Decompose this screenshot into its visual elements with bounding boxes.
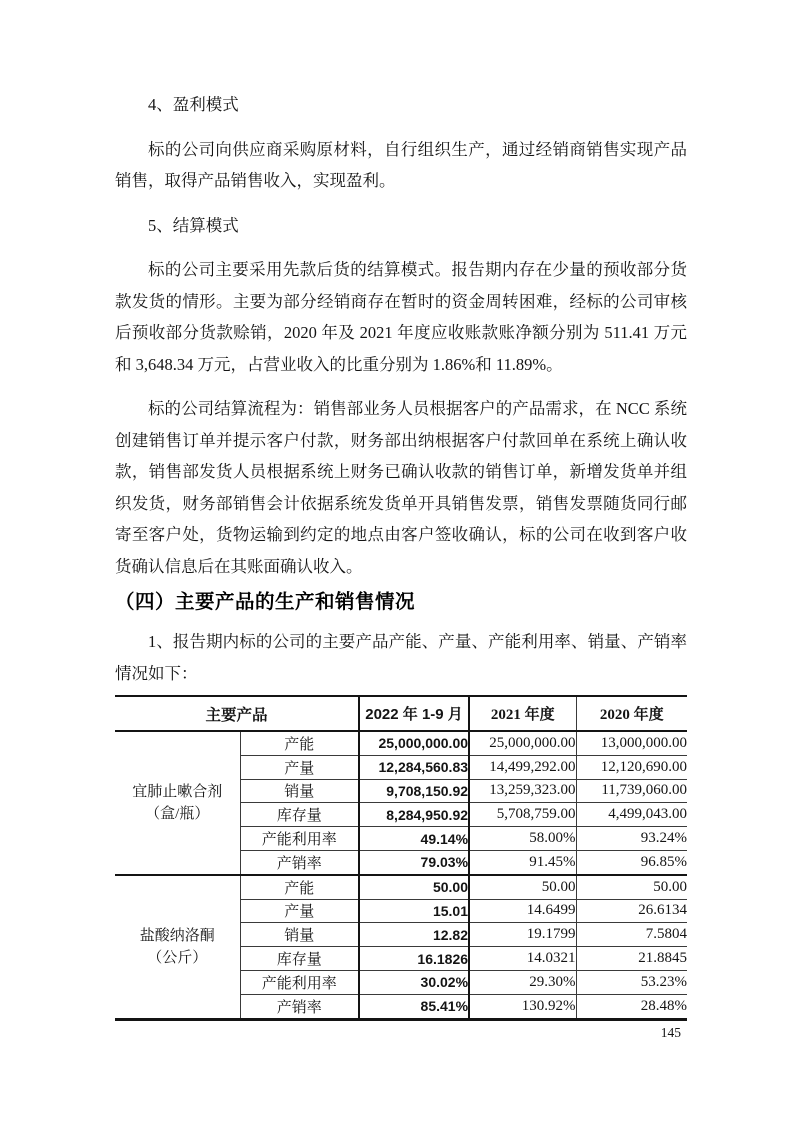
paragraph-settlement-overview: 标的公司主要采用先款后货的结算模式。报告期内存在少量的预收部分货款发货的情形。主要为部分经销商存在暂时的资金周转困难，经标的公司审核后预收部分货款赊销，2020 年及 2021 年度应收账款账净额分别为 511.41 万元和 3,648.34 万元，占营业收入的比重分别为 1.86%和 11.89%。 (115, 260, 687, 374)
value-2021-cell: 91.45% (469, 850, 576, 874)
value-2022-cell: 12.82 (359, 923, 469, 947)
product-name-cell (115, 875, 240, 1019)
value-2021-cell: 58.00% (469, 827, 576, 851)
metric-label-cell: 产量 (240, 755, 359, 779)
table-header-row (115, 696, 687, 731)
section-heading-production-sales: （四）主要产品的生产和销售情况 (115, 591, 416, 613)
value-2022-cell: 9,708,150.92 (359, 779, 469, 803)
value-2022-cell: 30.02% (359, 970, 469, 994)
value-2021-cell: 130.92% (469, 994, 576, 1019)
value-2022-cell: 12,284,560.83 (359, 755, 469, 779)
value-2021-cell: 13,259,323.00 (469, 779, 576, 803)
value-2022-cell: 50.00 (359, 875, 469, 899)
value-2021-cell: 5,708,759.00 (469, 803, 576, 827)
column-header-2022: 2022 年 1-9 月 (359, 696, 469, 731)
column-header-product: 主要产品 (115, 696, 359, 731)
metric-label-cell: 产销率 (240, 994, 359, 1019)
page-number: 145 (660, 1024, 681, 1040)
value-2020-cell: 21.8845 (576, 947, 687, 971)
product-name: 盐酸纳洛酮 (139, 927, 215, 944)
value-2020-cell: 53.23% (576, 970, 687, 994)
value-2021-cell: 14.0321 (469, 947, 576, 971)
value-2020-cell: 26.6134 (576, 899, 687, 923)
metric-label-cell: 库存量 (240, 803, 359, 827)
column-header-2021: 2021 年度 (469, 696, 576, 731)
product-name-cell (115, 731, 240, 875)
page-content (115, 0, 687, 1041)
value-2020-cell: 11,739,060.00 (576, 779, 687, 803)
product-name: 宜肺止嗽合剂 (132, 783, 223, 800)
value-2020-cell: 13,000,000.00 (576, 731, 687, 755)
value-2020-cell: 12,120,690.00 (576, 755, 687, 779)
product-unit: （公斤） (147, 949, 208, 966)
value-2022-cell: 79.03% (359, 850, 469, 874)
value-2020-cell: 4,499,043.00 (576, 803, 687, 827)
value-2022-cell: 16.1826 (359, 947, 469, 971)
metric-label-cell: 销量 (240, 779, 359, 803)
table-row (115, 731, 687, 755)
value-2021-cell: 50.00 (469, 875, 576, 899)
table-row (115, 875, 687, 899)
paragraph-table-intro: 1、报告期内标的公司的主要产品产能、产量、产能利用率、销量、产销率情况如下： (115, 632, 687, 683)
product-unit: （盒/瓶） (145, 805, 210, 822)
metric-label-cell: 产能 (240, 731, 359, 755)
metric-label-cell: 库存量 (240, 947, 359, 971)
metric-label-cell: 产销率 (240, 850, 359, 874)
value-2020-cell: 96.85% (576, 850, 687, 874)
paragraph-profit-model: 标的公司向供应商采购原材料，自行组织生产，通过经销商销售实现产品销售，取得产品销售收入，实现盈利。 (115, 139, 687, 190)
value-2020-cell: 50.00 (576, 875, 687, 899)
metric-label-cell: 产能 (240, 875, 359, 899)
value-2022-cell: 15.01 (359, 899, 469, 923)
value-2022-cell: 85.41% (359, 994, 469, 1019)
value-2022-cell: 8,284,950.92 (359, 803, 469, 827)
value-2020-cell: 7.5804 (576, 923, 687, 947)
value-2022-cell: 49.14% (359, 827, 469, 851)
metric-label-cell: 产能利用率 (240, 827, 359, 851)
column-header-2020: 2020 年度 (576, 696, 687, 731)
value-2020-cell: 28.48% (576, 994, 687, 1019)
metric-label-cell: 销量 (240, 923, 359, 947)
value-2021-cell: 29.30% (469, 970, 576, 994)
metric-label-cell: 产能利用率 (240, 970, 359, 994)
value-2021-cell: 25,000,000.00 (469, 731, 576, 755)
value-2021-cell: 19.1799 (469, 923, 576, 947)
value-2021-cell: 14.6499 (469, 899, 576, 923)
metric-label-cell: 产量 (240, 899, 359, 923)
paragraph-settlement-process: 标的公司结算流程为：销售部业务人员根据客户的产品需求，在 NCC 系统创建销售订单并提示客户付款，财务部出纳根据客户付款回单在系统上确认收款，销售部发货人员根据系统上财务已确认收款的销售订单，新增发货单并组织发货，财务部销售会计依据系统发货单开具销售发票，销售发票随货同行邮寄至客户处，货物运输到约定的地点由客户签收确认，标的公司在收到客户收货确认信息后在其账面确认收入。 (115, 399, 687, 576)
value-2021-cell: 14,499,292.00 (469, 755, 576, 779)
production-sales-table (115, 695, 687, 1021)
value-2022-cell: 25,000,000.00 (359, 731, 469, 755)
subheading-settlement-model: 5、结算模式 (148, 215, 239, 235)
subheading-profit-model: 4、盈利模式 (148, 95, 239, 114)
value-2020-cell: 93.24% (576, 827, 687, 851)
